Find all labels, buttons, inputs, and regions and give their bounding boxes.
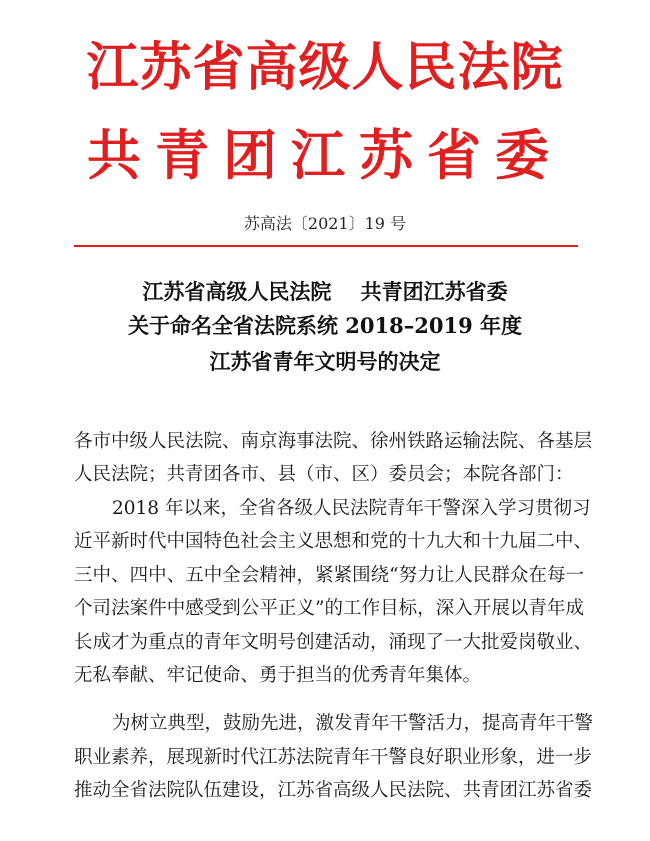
issuer-header-court: 江苏省高级人民法院 <box>86 37 564 98</box>
paragraph-1-line-3: 三中、四中、五中全会精神，紧紧围绕“努力让人民群众在每一 <box>74 565 584 586</box>
addressee-line-2: 人民法院；共青团各市、县（市、区）委员会；本院各部门： <box>74 464 574 485</box>
paragraph-2-line-3: 推动全省法院队伍建设，江苏省高级人民法院、共青团江苏省委 <box>74 780 593 801</box>
paragraph-2-line-2: 职业素养，展现新时代江苏法院青年干警良好职业形象，进一步 <box>74 747 593 768</box>
paragraph-2-line-1: 为树立典型，鼓励先进，激发青年干警活力，提高青年干警 <box>112 713 594 734</box>
document-title-line-2: 关于命名全省法院系统 2018–2019 年度 <box>127 313 522 338</box>
addressee-line-1: 各市中级人民法院、南京海事法院、徐州铁路运输法院、各基层 <box>74 431 593 452</box>
red-divider-line <box>74 245 578 247</box>
paragraph-1-line-6: 无私奉献、牢记使命、勇于担当的优秀青年集体。 <box>74 665 482 686</box>
issuer-header-youth-league: 共青团江苏省委 <box>87 123 563 187</box>
paragraph-1-line-4: 个司法案件中感受到公平正义”的工作目标，深入开展以青年成 <box>74 598 584 619</box>
document-number: 苏高法〔2021〕19 号 <box>243 214 407 233</box>
paragraph-1-line-1: 2018 年以来，全省各级人民法院青年干警深入学习贯彻习 <box>112 498 591 519</box>
document-title-line-1: 江苏省高级人民法院 共青团江苏省委 <box>142 279 508 304</box>
paragraph-1-line-5: 长成才为重点的青年文明号创建活动，涌现了一大批爱岗敬业、 <box>74 632 593 653</box>
paragraph-1-line-2: 近平新时代中国特色社会主义思想和党的十九大和十九届二中、 <box>74 531 593 552</box>
document-title-line-3: 江苏省青年文明号的决定 <box>209 349 441 374</box>
